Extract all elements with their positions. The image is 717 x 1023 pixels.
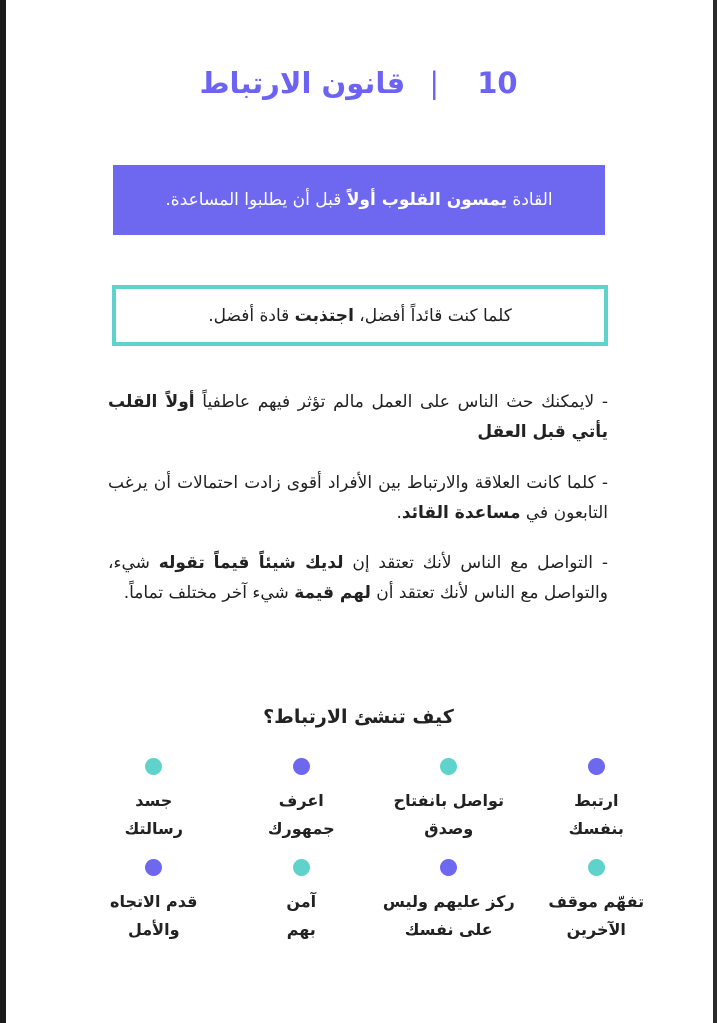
step-label: اعرف جمهورك: [267, 791, 335, 838]
step-item: [228, 859, 376, 944]
quote-box-filled: [113, 165, 605, 235]
quote-text-post: قبل أن يطلبوا المساعدة.: [165, 190, 347, 210]
p2-bold: مساعدة القائد: [401, 503, 521, 523]
steps-row-1: [80, 758, 670, 843]
quote-text-bold: يمسون القلوب أولاً: [346, 190, 508, 210]
step-label: تفهّم موقف الآخرين: [548, 892, 645, 939]
chapter-title: قانون الارتباط: [199, 66, 406, 100]
bullet-dot-icon: [588, 758, 605, 775]
paragraph-1: [108, 387, 608, 447]
step-item: [375, 859, 523, 944]
step-label: تواصل بانفتاح وصدق: [393, 791, 504, 838]
p3-bold-1: لديك شيئاً قيماً: [213, 553, 344, 573]
step-item: [228, 758, 376, 843]
bullet-dot-icon: [145, 758, 162, 775]
quote-box-outline: [112, 285, 608, 346]
bullet-dot-icon: [145, 859, 162, 876]
outline-text-pre: كلما كنت قائداً أفضل،: [353, 305, 512, 326]
step-label: ارتبط بنفسك: [568, 791, 624, 838]
p3-text-3: شيء، والتواصل مع الناس لأنك تعتقد أن: [108, 553, 608, 603]
page-title: [0, 66, 717, 100]
p2-text: - كلما كانت العلاقة والارتباط بين الأفراد أقوى زادت احتمالات أن يرغب التابعون في: [108, 473, 608, 523]
step-item: [375, 758, 523, 843]
step-item: [523, 859, 671, 944]
step-item: [523, 758, 671, 843]
p3-bold-2: تقوله: [158, 553, 205, 573]
title-separator: |: [429, 66, 440, 100]
page-right-edge: [713, 0, 717, 1023]
bullet-dot-icon: [293, 758, 310, 775]
step-label: جسد رسالتك: [124, 791, 183, 838]
step-item: [80, 859, 228, 944]
chapter-number: 10: [477, 66, 518, 100]
page-left-edge: [0, 0, 6, 1023]
paragraph-3: [108, 548, 608, 608]
steps-row-2: [80, 859, 670, 944]
p1-text: - لايمكنك حث الناس على العمل مالم تؤثر فيهم عاطفياً: [194, 392, 608, 412]
bullet-dot-icon: [440, 859, 457, 876]
step-item: [80, 758, 228, 843]
outline-text-post: قادة أفضل.: [208, 305, 295, 326]
p2-end: .: [396, 503, 402, 523]
section-heading: كيف تنشئ الارتباط؟: [263, 706, 454, 728]
outline-text-bold: اجتذبت: [294, 305, 354, 326]
quote-text-pre: القادة: [507, 190, 553, 210]
step-label: قدم الاتجاه والأمل: [110, 892, 198, 939]
bullet-dot-icon: [588, 859, 605, 876]
p1-bold: أولاً القلب يأتي قبل العقل: [108, 392, 608, 442]
p3-text-1: - التواصل مع الناس لأنك تعتقد إن: [343, 553, 608, 573]
bullet-dot-icon: [293, 859, 310, 876]
p3-bold-3: لهم قيمة: [294, 583, 371, 603]
bullet-dot-icon: [440, 758, 457, 775]
p3-text-4: شيء آخر مختلف تماماً.: [123, 583, 295, 603]
step-label: ركز عليهم وليس على نفسك: [382, 892, 515, 939]
paragraph-2: [108, 468, 608, 528]
step-label: آمن بهم: [286, 892, 317, 939]
p3-text-2: [205, 553, 214, 573]
